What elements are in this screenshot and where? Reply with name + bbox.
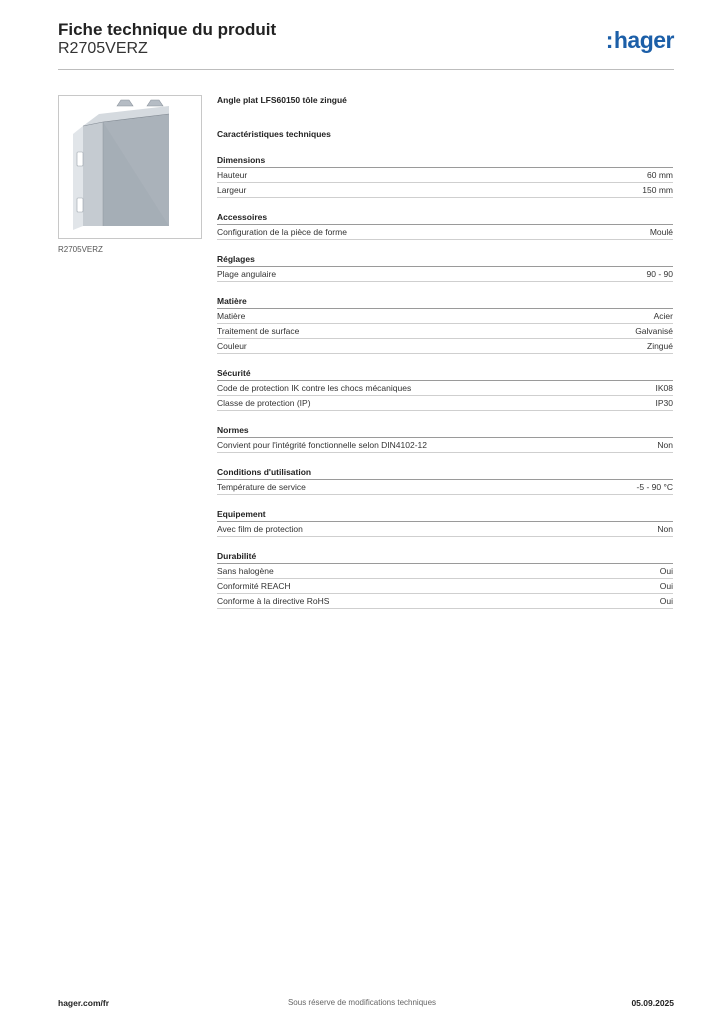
image-caption: R2705VERZ [58,245,103,254]
spec-value: Non [657,524,673,534]
group-matiere [217,295,673,354]
spec-row [217,324,673,339]
group-equipement [217,508,673,537]
spec-value: Moulé [649,227,673,237]
spec-value: IP30 [655,398,673,408]
product-illustration [59,96,201,238]
spec-label: Hauteur [217,170,248,180]
spec-value: Acier [653,311,673,321]
spec-value: Non [657,440,673,450]
footer-website-link[interactable]: hager.com/fr [58,998,110,1008]
group-reglages [217,253,673,282]
spec-label: Largeur [217,185,247,195]
spec-label: Conformité REACH [217,581,291,591]
spec-value: 60 mm [647,170,673,180]
group-title: Conditions d'utilisation [217,466,673,480]
group-title: Durabilité [217,550,673,564]
footer-date: 05.09.2025 [631,998,674,1008]
spec-value: Oui [659,596,673,606]
spec-row [217,522,673,537]
group-title: Normes [217,424,673,438]
logo-text: hager [613,27,674,53]
hager-logo: :hager [605,27,674,53]
page-header [58,20,674,70]
group-title: Matière [217,295,673,309]
spec-value: Galvanisé [635,326,673,336]
spec-label: Classe de protection (IP) [217,398,311,408]
group-title: Accessoires [217,211,673,225]
spec-row [217,594,673,609]
group-title: Dimensions [217,154,673,168]
spec-row [217,438,673,453]
group-title: Réglages [217,253,673,267]
spec-label: Avec film de protection [217,524,303,534]
footer-disclaimer: Sous réserve de modifications techniques [287,998,437,1007]
group-accessoires [217,211,673,240]
spec-value: 150 mm [642,185,673,195]
spec-value: -5 - 90 °C [636,482,673,492]
spec-row [217,183,673,198]
spec-row [217,564,673,579]
spec-row [217,396,673,411]
spec-label: Matière [217,311,246,321]
product-image [58,95,202,239]
spec-label: Configuration de la pièce de forme [217,227,347,237]
group-securite [217,367,673,411]
spec-row [217,267,673,282]
spec-label: Couleur [217,341,247,351]
spec-label: Température de service [217,482,306,492]
spec-label: Conforme à la directive RoHS [217,596,330,606]
spec-value: 90 - 90 [646,269,673,279]
spec-row [217,309,673,324]
header-divider [58,69,674,70]
group-durabilite [217,550,673,609]
spec-row [217,579,673,594]
spec-value: Zingué [647,341,673,351]
spec-label: Plage angulaire [217,269,277,279]
spec-label: Convient pour l'intégrité fonctionnelle selon DIN4102-12 [217,440,428,450]
product-name: Angle plat LFS60150 tôle zingué [217,95,347,105]
spec-row [217,480,673,495]
specifications [217,95,673,609]
spec-value: Oui [659,581,673,591]
group-dimensions [217,154,673,198]
spec-label: Traitement de surface [217,326,300,336]
product-reference: R2705VERZ [58,40,148,57]
group-conditions [217,466,673,495]
spec-row [217,225,673,240]
spec-row [217,168,673,183]
spec-label: Sans halogène [217,566,274,576]
group-title: Sécurité [217,367,673,381]
section-heading: Caractéristiques techniques [217,129,331,139]
document-title: Fiche technique du produit [58,20,277,39]
group-normes [217,424,673,453]
spec-label: Code de protection IK contre les chocs mécaniques [217,383,412,393]
spec-value: Oui [659,566,673,576]
group-title: Equipement [217,508,673,522]
spec-value: IK08 [655,383,673,393]
spec-row [217,381,673,396]
spec-row [217,339,673,354]
